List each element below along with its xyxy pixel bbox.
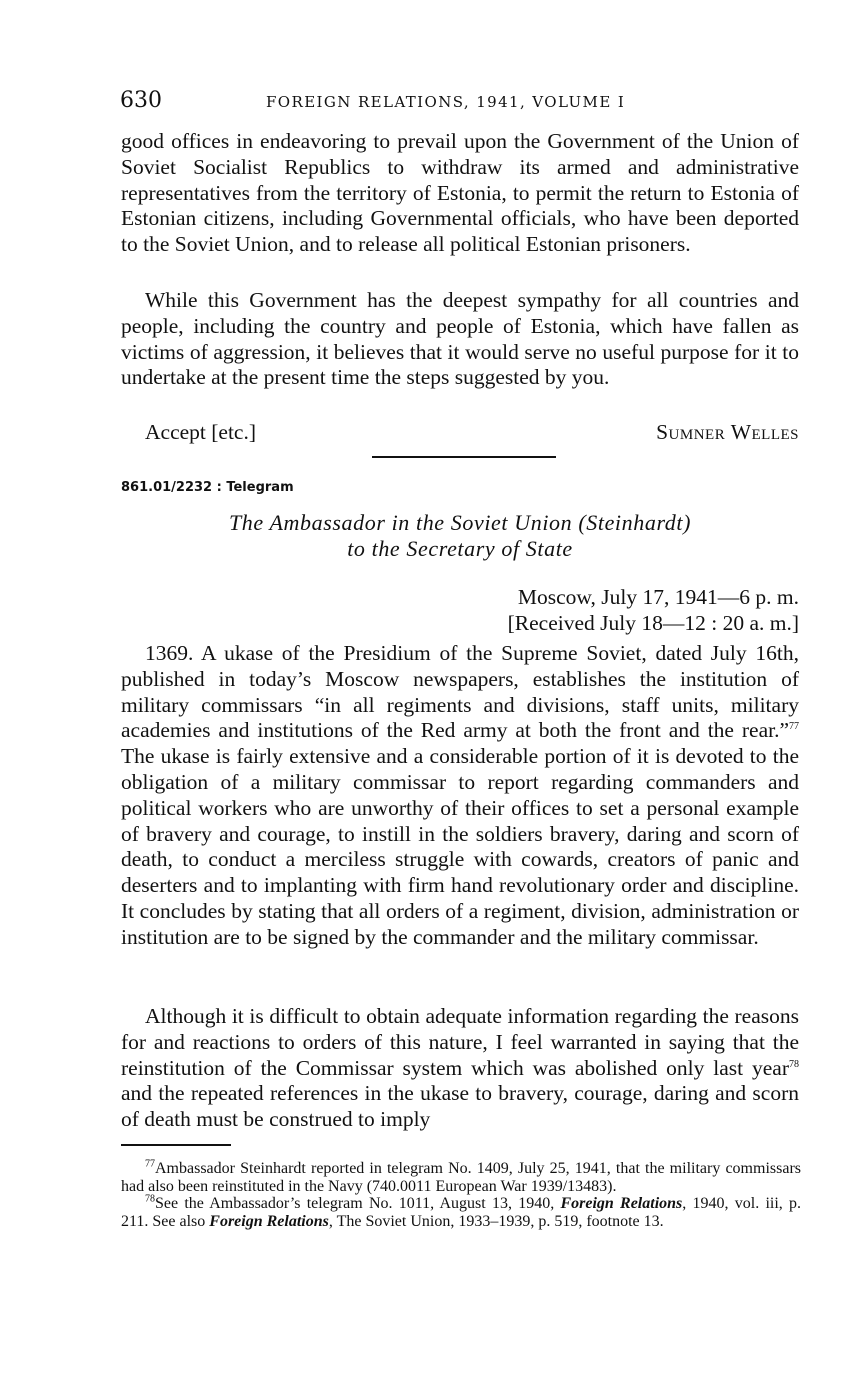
footnote-ref-78: 78 <box>789 1058 799 1070</box>
footnote-78-italic-a: Foreign Relations <box>560 1195 683 1212</box>
signature: Sumner Welles <box>656 420 799 444</box>
footnote-ref-77: 77 <box>789 721 799 733</box>
closing-text: Accept [etc.] <box>145 420 257 444</box>
page-header <box>120 88 800 118</box>
paragraph-2-text-b: and the repeated references in the ukase to bravery, courage, daring and scorn of death must be construed to imply <box>121 1081 799 1132</box>
file-reference: 861.01/2232 : Telegram <box>121 480 294 495</box>
running-head: FOREIGN RELATIONS, 1941, VOLUME I <box>266 93 626 111</box>
footnote-78-text-b: , 1940, vol. iii, p. 211. See also <box>121 1195 802 1230</box>
continued-paragraph: good offices in endeavoring to prevail upon the Government of the Union of Soviet Socialist Republics to withdraw its armed and administrative representatives from the territory of Estonia, to permit the return to Estonia of Estonian citizens, including Governmental officials, who have been deported to the Soviet Union, and to release all political Estonian prisoners. <box>121 129 799 257</box>
footnote-78-text-a: See the Ambassador’s telegram No. 1011, August 13, 1940, <box>155 1195 561 1212</box>
telegram-paragraph-2 <box>121 1004 799 1133</box>
received-line: [Received July 18—12 : 20 a. m.] <box>507 611 799 635</box>
closing-row <box>145 420 799 446</box>
footnote-78-italic-b: Foreign Relations <box>209 1212 329 1230</box>
sympathy-paragraph: While this Government has the deepest sympathy for all countries and people, including the country and people of Estonia, which have fallen as victims of aggression, it believes that it would serve no useful purpose for it to undertake at the present time the steps suggested by you. <box>121 288 799 390</box>
section-divider <box>372 456 556 458</box>
footnote-77 <box>121 1160 801 1195</box>
paragraph-1-text-a: 1369. A ukase of the Presidium of the Supreme Soviet, dated July 16th, published in today’s Moscow newspapers, establishes the institution of military commissars “in all regiments and divisions, staff units, military academies and institutions of the Red army at both the front and the rear.” <box>121 641 799 743</box>
document-title-line-1: The Ambassador in the Soviet Union (Steinhardt) <box>228 510 692 535</box>
footnote-78-text-c: , The Soviet Union, 1933–1939, p. 519, footnote 13. <box>328 1212 664 1230</box>
footnotes <box>121 1160 801 1230</box>
footnote-divider <box>121 1144 231 1146</box>
footnote-78-marker: 78 <box>145 1193 155 1205</box>
page-number: 630 <box>120 88 162 113</box>
footnote-78 <box>121 1195 801 1230</box>
footnote-77-text: Ambassador Steinhardt reported in telegram No. 1409, July 25, 1941, that the military commissars had also been reinstituted in the Navy (740.0011 European War 1939/13483). <box>121 1160 801 1195</box>
footnote-77-marker: 77 <box>145 1158 155 1170</box>
telegram-paragraph-1 <box>121 641 799 951</box>
dateline: Moscow, July 17, 1941—6 p. m. <box>517 585 799 609</box>
paragraph-2-text-a: Although it is difficult to obtain adequate information regarding the reasons for and reactions to orders of this nature, I feel warranted in saying that the reinstitution of the Commissar system which was abolished only last year <box>121 1004 799 1080</box>
paragraph-1-text-b: The ukase is fairly extensive and a considerable portion of it is devoted to the obligation of a military commissar to report regarding commanders and political workers who are unworthy of their offices to set a personal example of bravery and courage, to instill in the soldiers bravery, daring and scorn of death, to conduct a merciless struggle with cowards, creators of panic and deserters and to implanting with firm hand revolutionary order and discipline. It concludes by stating that all orders of a regiment, division, administration or institution are to be signed by the commander and the military commissar. <box>121 744 799 949</box>
document-title-line-2: to the Secretary of State <box>347 536 573 561</box>
